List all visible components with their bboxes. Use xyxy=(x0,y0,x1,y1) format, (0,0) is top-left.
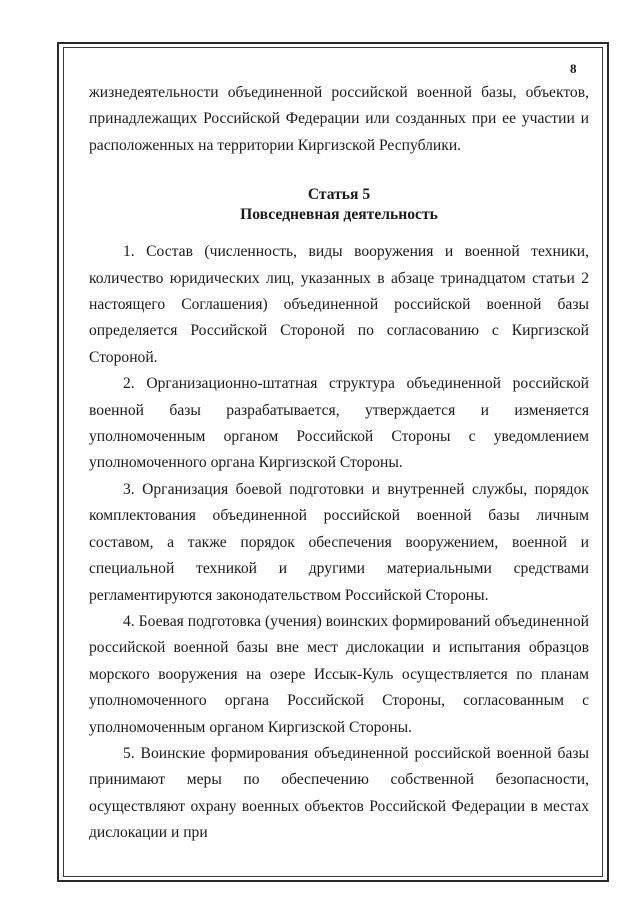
intro-paragraph: жизнедеятельности объединенной российской военной базы, объектов, принадлежащих Российской Федерации или созданных при ее участии и расположенных на территории Киргизской Республики. xyxy=(89,84,589,154)
paragraph-5: 5. Воинские формирования объединенной российской военной базы принимают меры по обеспечению собственной безопасности, осуществляют охрану военных объектов Российской Федерации в местах дислокации и при xyxy=(89,744,589,842)
article-number-title: Статья 5 xyxy=(307,186,371,204)
paragraph-4: 4. Боевая подготовка (учения) воинских формирований объединенной российской военной базы вне мест дислокации и испытания образцов морского вооружения на озере Иссык-Куль осуществляется по планам уполномоченного органа Российской Стороны, согласованным с уполномоченным органом Киргизской Стороны. xyxy=(89,612,589,736)
paragraph-1: 1. Состав (численность, виды вооружения и военной техники, количество юридических лиц, указанных в абзаце тринадцатом статьи 2 настоящего Соглашения) объединенной российской военной базы определяется Российской Стороной по согласованию с Киргизской Стороной. xyxy=(89,243,589,366)
page-number: 8 xyxy=(570,61,577,76)
article-heading xyxy=(89,185,589,225)
article-subtitle: Повседневная деятельность xyxy=(240,206,438,224)
paragraph-2: 2. Организационно-штатная структура объединенной российской военной базы разрабатывается, утверждается и изменяется уполномоченным органом Российской Стороны с уведомлением уполномоченного органа Киргизской Стороны. xyxy=(89,375,589,472)
document-body xyxy=(89,80,589,847)
paragraph-3: 3. Организация боевой подготовки и внутренней службы, порядок комплектования объединенной российской военной базы личным составом, а также порядок обеспечения вооружением, военной и специальной техникой и другими материальными средствами регламентируются законодательством Российской Стороны. xyxy=(89,480,589,604)
